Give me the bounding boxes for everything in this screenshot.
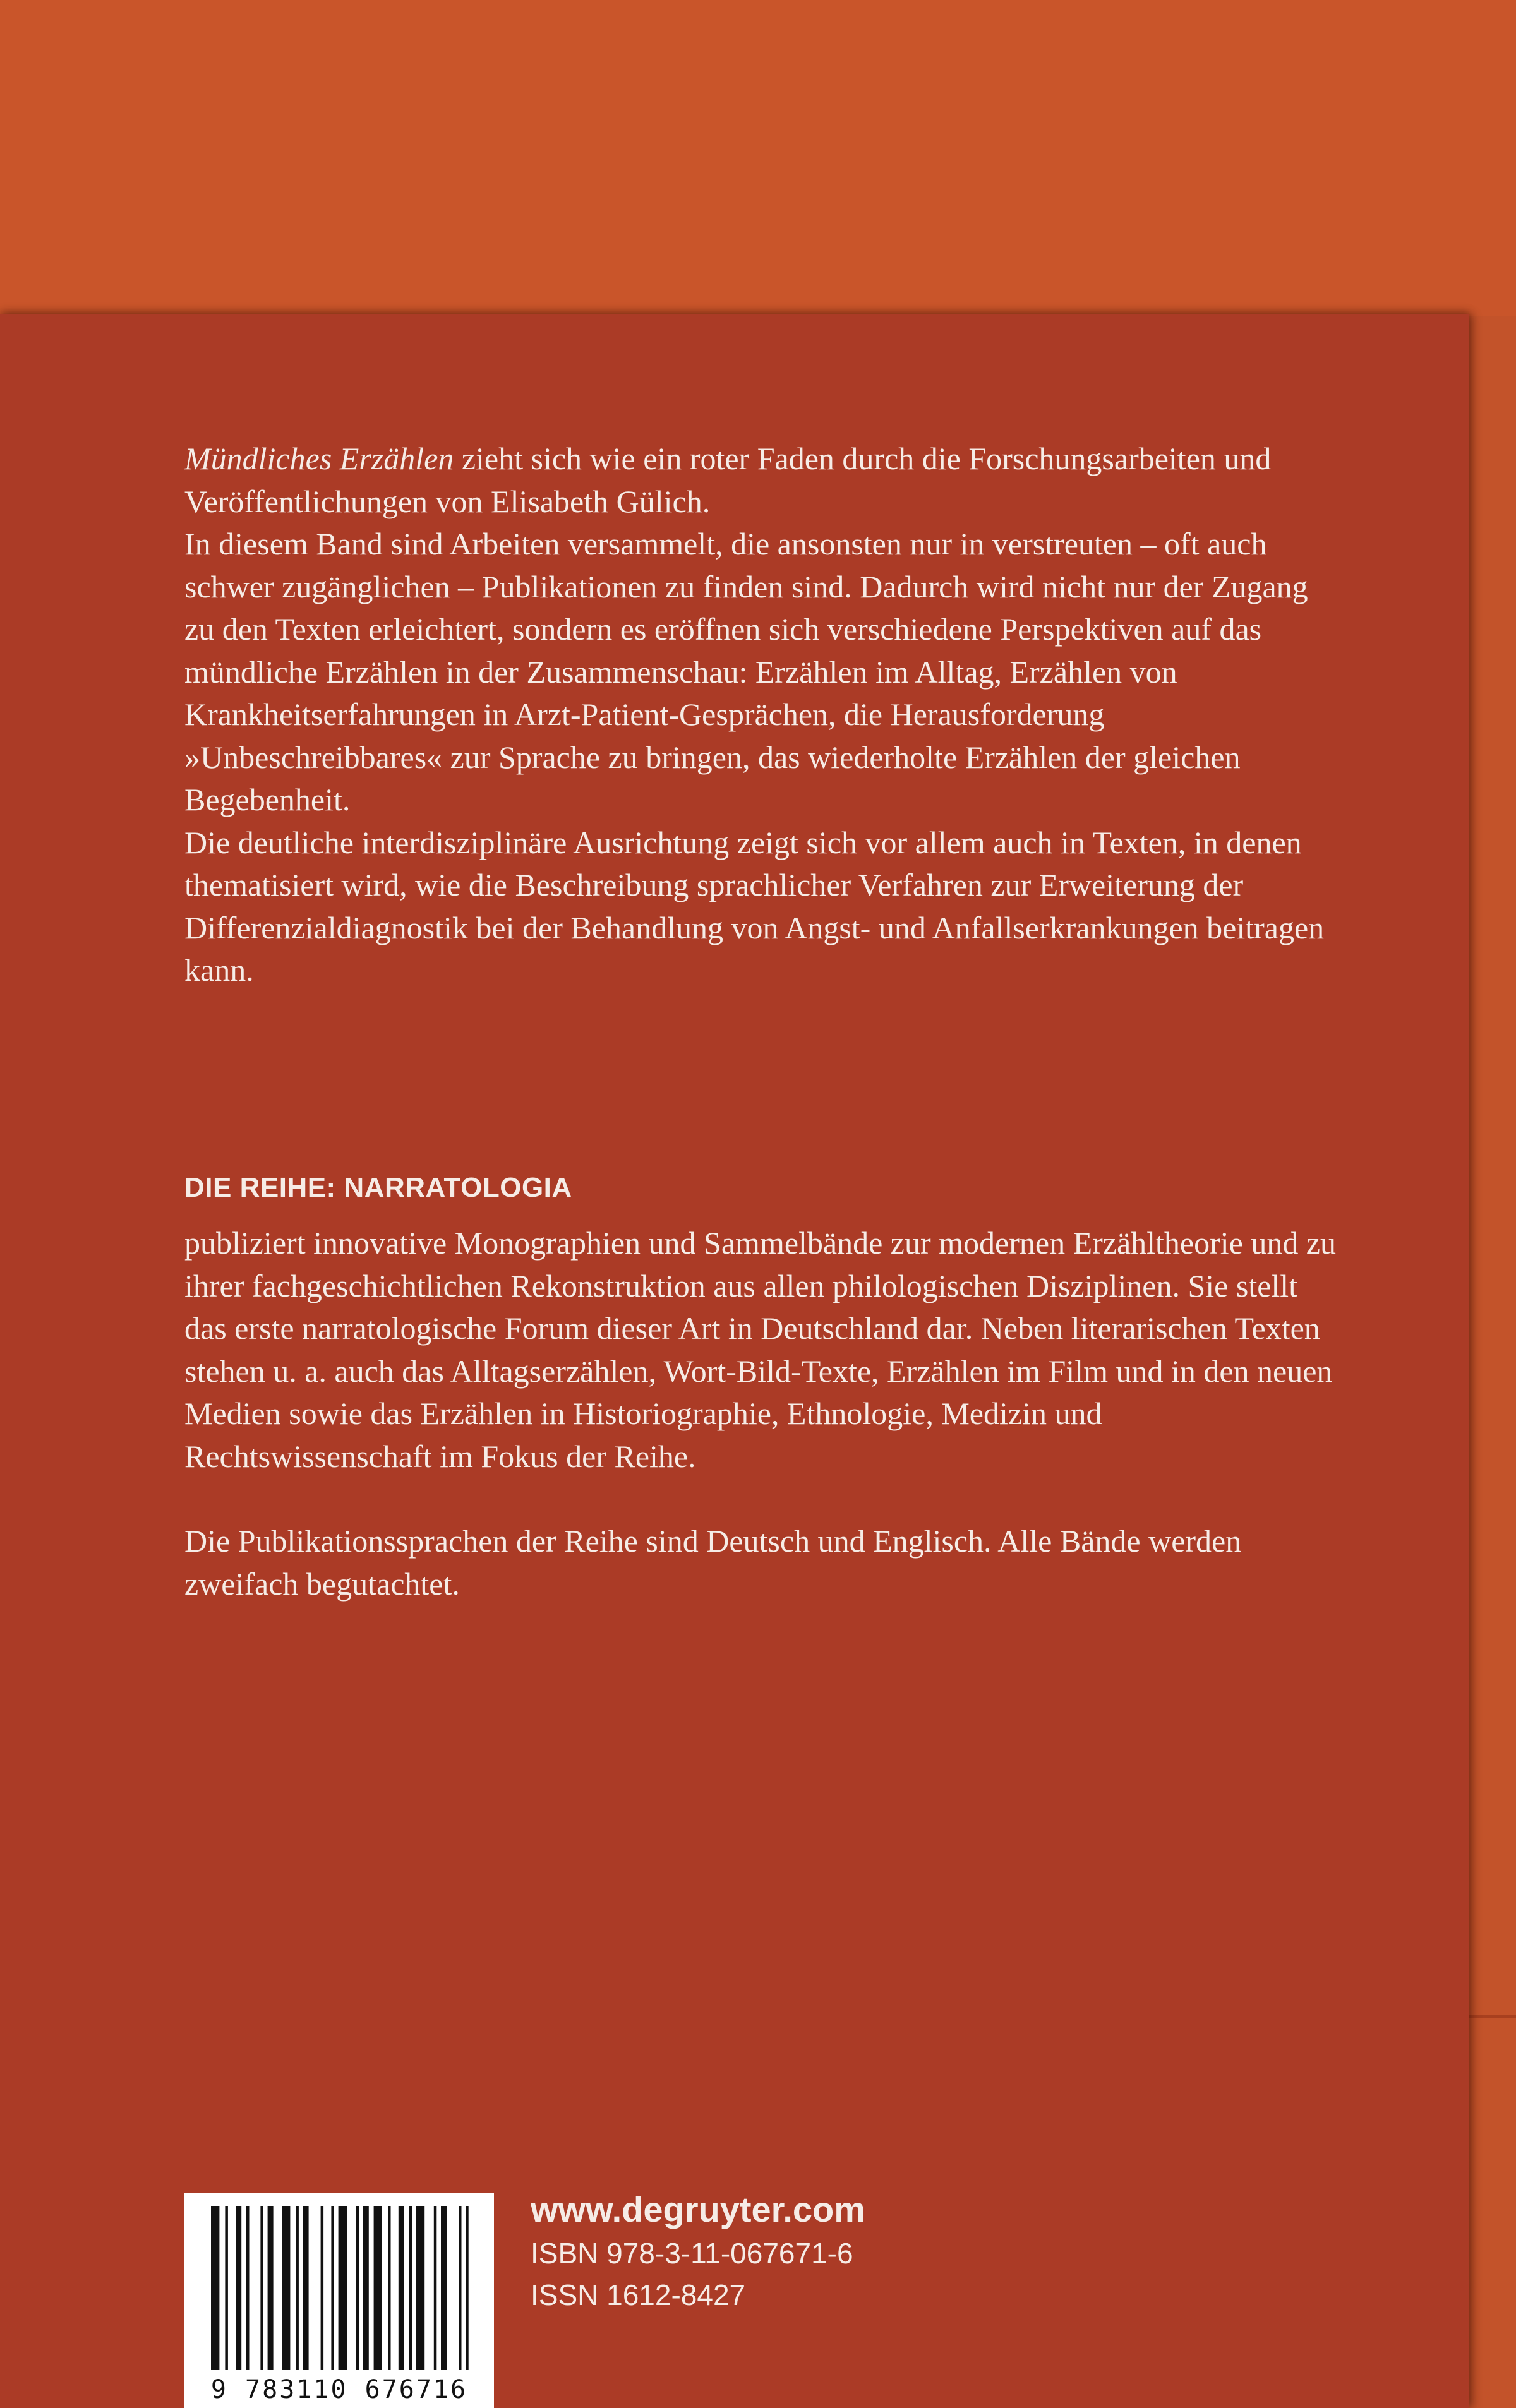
blurb-title-italic: Mündliches Erzählen [184, 441, 454, 476]
strip-seam [1469, 2015, 1516, 2018]
series-paragraph-2: Die Publikationssprachen der Reihe sind Deutsch und Englisch. Alle Bände werden zweifach begutachtet. [184, 1523, 1242, 1602]
barcode-bar [388, 2206, 391, 2370]
barcode-bar [434, 2206, 437, 2370]
series-heading: DIE REIHE: NARRATOLOGIA [184, 1172, 572, 1203]
blurb-paragraph-2: In diesem Band sind Arbeiten versammelt, die ansonsten nur in verstreuten – oft auch schwer zugänglichen – Publikationen zu finden sind. Dadurch wird nicht nur der Zugang zu den Texten erleichtert, sondern es eröffnen sich verschiedene Perspektiven auf das mündliche Erzählen in der Zusammenschau: Erzählen im Alltag, Erzählen von Krankheitserfahrungen in Arzt-Patient-Gesprächen, die Herausforderung »Unbeschreibbares« zur Sprache zu bringen, das wiederholte Erzählen der gleichen Begebenheit. [184, 526, 1308, 817]
cover-top-band [0, 0, 1516, 316]
barcode-bar [260, 2206, 263, 2370]
publisher-url[interactable]: www.degruyter.com [531, 2189, 866, 2229]
barcode [184, 2193, 494, 2408]
barcode-bar [303, 2206, 309, 2370]
barcode-bar [236, 2206, 241, 2370]
barcode-bar [282, 2206, 290, 2370]
barcode-bar [321, 2206, 323, 2370]
blurb-paragraph-3: Die deutliche interdisziplinäre Ausrichtung zeigt sich vor allem auch in Texten, in denen thematisiert wird, wie die Beschreibung sprachlicher Verfahren zur Erweiterung der Differenzialdiagnostik bei der Behandlung von Angst- und Anfallserkrankungen beitragen kann. [184, 824, 1325, 988]
barcode-bar [409, 2206, 412, 2370]
barcode-bar [331, 2206, 334, 2370]
back-cover-panel [0, 314, 1469, 2408]
barcode-bar [211, 2206, 219, 2370]
isbn-number: ISBN 978-3-11-067671-6 [531, 2237, 853, 2270]
barcode-bar [356, 2206, 359, 2370]
barcode-bar [416, 2206, 424, 2370]
barcode-bar [399, 2206, 404, 2370]
barcode-icon [184, 2193, 494, 2376]
series-paragraph-1: publiziert innovative Monographien und Sammelbände zur modernen Erzähltheorie und zu ihrer fachgeschichtlichen Rekonstruktion aus allen philologischen Disziplinen. Sie stellt das erste narratologische Forum dieser Art in Deutschland dar. Neben literarischen Texten stehen u. a. auch das Alltagserzählen, Wort-Bild-Texte, Erzählen im Film und in den neuen Medien sowie das Erzählen in Historiographie, Ethnologie, Medizin und Rechtswissenschaft im Fokus der Reihe. [184, 1225, 1337, 1474]
cover-right-strip [1469, 316, 1516, 2408]
barcode-bar [296, 2206, 299, 2370]
barcode-bar [268, 2206, 274, 2370]
blurb-paragraph-1 [184, 438, 1340, 523]
issn-number: ISSN 1612-8427 [531, 2279, 746, 2311]
barcode-bar [246, 2206, 250, 2370]
barcode-bar [459, 2206, 462, 2370]
barcode-bar [363, 2206, 369, 2370]
book-blurb [184, 438, 1340, 992]
barcode-digits: 9 783110 676716 [210, 2375, 468, 2404]
blurb-lead-text: zieht sich wie ein roter Faden durch die Forschungsarbeiten und Veröffentlichungen von Elisabeth Gülich. [184, 441, 1272, 519]
series-description [184, 1222, 1340, 1605]
barcode-bar [225, 2206, 228, 2370]
publisher-info [531, 2187, 865, 2316]
barcode-bar [339, 2206, 347, 2370]
barcode-bar [466, 2206, 469, 2370]
barcode-bar [441, 2206, 447, 2370]
barcode-bar [374, 2206, 382, 2370]
